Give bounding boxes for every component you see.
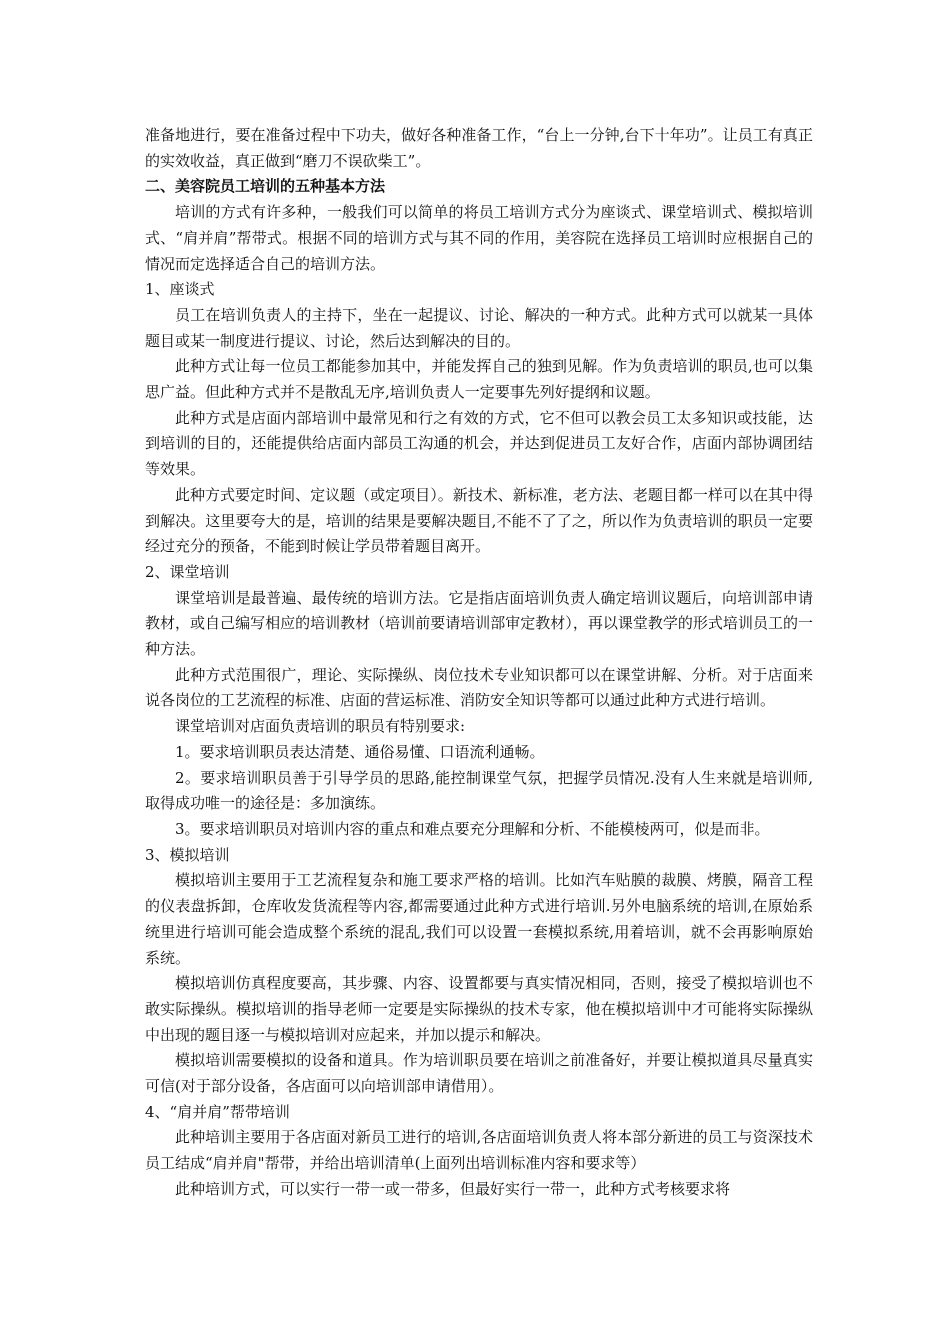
paragraph: 模拟培训主要用于工艺流程复杂和施工要求严格的培训。比如汽车贴膜的裁膜、烤膜，隔音工程的仪表盘拆卸，仓库收发货流程等内容,都需要通过此种方式进行培训.另外电脑系统的培训,在原始系统里进行培训可能会造成整个系统的混乱,我们可以设置一套模拟系统,用着培训，就不会再影响原始系统。 [145,871,813,967]
paragraph: 课堂培训是最普遍、最传统的培训方法。它是指店面培训负责人确定培训议题后，向培训部申请教材，或自己编写相应的培训教材（培训前要请培训部审定教材），再以课堂教学的形式培训员工的一种方法。 [145,588,813,659]
paragraph: 员工在培训负责人的主持下，坐在一起提议、讨论、解决的一种方式。此种方式可以就某一具体题目或某一制度进行提议、讨论，然后达到解决的目的。 [145,305,813,350]
list-item: 3。要求培训职员对培训内容的重点和难点要充分理解和分析、不能模棱两可，似是而非。 [175,819,770,838]
subsection-heading: 3、模拟培训 [145,845,230,864]
subsection-heading: 4、“肩并肩”帮带培训 [145,1102,290,1121]
paragraph: 准备地进行，要在准备过程中下功夫，做好各种准备工作，“台上一分钟,台下十年功”。让员工有真正的实效收益，真正做到“磨刀不误砍柴工”。 [145,126,813,170]
paragraph: 模拟培训仿真程度要高，其步骤、内容、设置都要与真实情况相同，否则，接受了模拟培训也不敢实际操纵。模拟培训的指导老师一定要是实际操纵的技术专家，他在模拟培训中才可能将实际操纵中出现的题目逐一与模拟培训对应起来，并加以提示和解决。 [145,974,813,1044]
paragraph: 此种培训主要用于各店面对新员工进行的培训,各店面培训负责人将本部分新进的员工与资深技术员工结成“肩并肩"帮带，并给出培训清单(上面列出培训标准内容和要求等） [145,1128,813,1173]
document-body [145,123,813,1203]
subsection-heading: 1、座谈式 [145,280,215,299]
paragraph: 此种方式范围很广，理论、实际操纵、岗位技术专业知识都可以在课堂讲解、分析。对于店面来说各岗位的工艺流程的标准、店面的营运标准、消防安全知识等都可以通过此种方式进行培训。 [145,665,813,710]
paragraph: 此种方式要定时间、定议题（或定项目）。新技术、新标准，老方法、老题目都一样可以在其中得到解决。这里要夸大的是，培训的结果是要解决题目,不能不了了之，所以作为负责培训的职员一定要经过充分的预备，不能到时候让学员带着题目离开。 [145,485,813,556]
paragraph: 培训的方式有许多种，一般我们可以简单的将员工培训方式分为座谈式、课堂培训式、模拟培训式、“肩并肩”帮带式。根据不同的培训方式与其不同的作用，美容院在选择员工培训时应根据自己的情况而定选择适合自己的培训方法。 [145,203,813,273]
section-heading: 二、美容院员工培训的五种基本方法 [145,177,386,196]
paragraph: 此种方式是店面内部培训中最常见和行之有效的方式，它不但可以教会员工太多知识或技能，达到培训的目的，还能提供给店面内部员工沟通的机会，并达到促进员工友好合作，店面内部协调团结等效果。 [145,408,813,479]
paragraph: 课堂培训对店面负责培训的职员有特别要求: [175,717,466,736]
paragraph: 此种培训方式，可以实行一带一或一带多，但最好实行一带一，此种方式考核要求将 [175,1179,731,1198]
paragraph: 模拟培训需要模拟的设备和道具。作为培训职员要在培训之前准备好，并要让模拟道具尽量真实可信(对于部分设备，各店面可以向培训部申请借用）。 [145,1051,813,1096]
list-item: 1。要求培训职员表达清楚、通俗易懂、口语流利通畅。 [175,742,545,761]
paragraph: 此种方式让每一位员工都能参加其中，并能发挥自己的独到见解。作为负责培训的职员,也可以集思广益。但此种方式并不是散乱无序,培训负责人一定要事先列好提纲和议题。 [145,357,813,402]
subsection-heading: 2、课堂培训 [145,562,230,581]
list-item: 2。要求培训职员善于引导学员的思路,能控制课堂气氛，把握学员情况.没有人生来就是培训师,取得成功唯一的途径是：多加演练。 [145,768,813,813]
